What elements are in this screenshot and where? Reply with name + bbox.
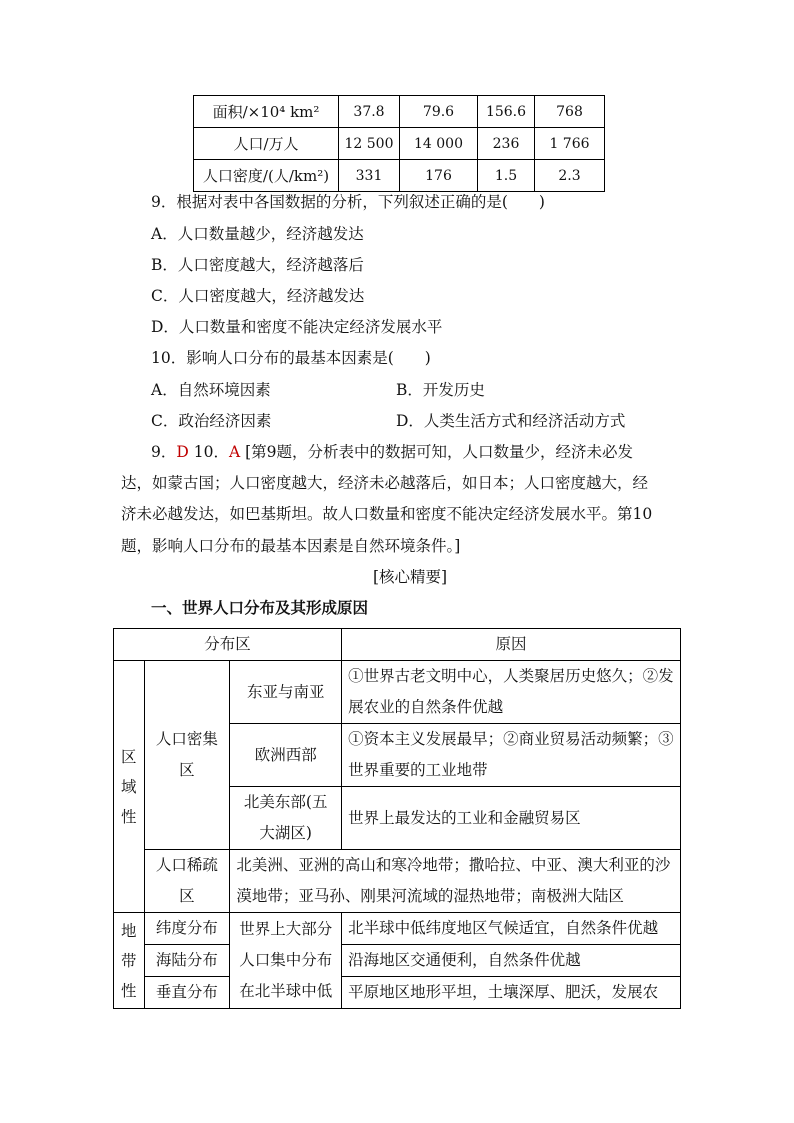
table-cell: 2.3: [535, 160, 605, 192]
table-row: [114, 629, 681, 661]
section-title: 一、世界人口分布及其形成原因: [151, 598, 369, 617]
question-10-option-b: B．开发历史: [396, 381, 485, 399]
question-9-option-c: C．人口密度越大，经济越发达: [151, 287, 365, 305]
table-row: [194, 128, 605, 160]
country-data-table: [193, 95, 605, 192]
table-row: [194, 96, 605, 128]
latitude-reason: 北半球中低纬度地区气候适宜，自然条件优越: [342, 913, 681, 945]
sparse-area-reason: 北美洲、亚洲的高山和寒冷地带；撒哈拉、中亚、澳大利亚的沙漠地带；亚马孙、刚果河流域的湿热地带；南极洲大陆区: [230, 850, 681, 913]
table-row: [114, 661, 681, 724]
population-distribution-table: [113, 628, 681, 1009]
explanation-text-1: [第9题，分析表中的数据可知，人口数量少，经济未必发: [245, 443, 634, 461]
header-distribution: 分布区: [114, 629, 342, 661]
vertical-distribution-label: 垂直分布: [144, 977, 230, 1009]
west-europe-label: 欧洲西部: [230, 724, 342, 787]
table-cell: 331: [339, 160, 400, 192]
sparse-area-label: 人口稀疏区: [144, 850, 230, 913]
answer-line-1: [151, 441, 633, 463]
east-asia-label: 东亚与南亚: [230, 661, 342, 724]
east-asia-reason: ①世界古老文明中心，人类聚居历史悠久；②发展农业的自然条件优越: [342, 661, 681, 724]
table-row: [114, 977, 681, 1009]
table-cell: 176: [400, 160, 478, 192]
explanation-text-3: 济未必越发达，如巴基斯坦。故人口数量和密度不能决定经济发展水平。第10: [121, 505, 653, 523]
answer-10-prefix: 10．: [193, 443, 229, 461]
section-label: [核心精要]: [373, 568, 448, 586]
table-row: [114, 850, 681, 913]
north-hemisphere-note: 世界上大部分人口集中分布在北半球中低: [230, 913, 342, 1009]
answer-10: A: [228, 443, 241, 461]
table-row: [114, 945, 681, 977]
north-america-east-label: 北美东部(五大湖区): [230, 787, 342, 850]
table-cell: 156.6: [478, 96, 535, 128]
question-10-option-a: A．自然环境因素: [151, 381, 271, 399]
question-10-option-c: C．政治经济因素: [151, 412, 272, 430]
dense-area-label: 人口密集区: [144, 661, 230, 850]
row-label-population: 人口/万人: [194, 128, 339, 160]
table-cell: 12 500: [339, 128, 400, 160]
table-row: [114, 913, 681, 945]
table-cell: 236: [478, 128, 535, 160]
question-10-option-d: D．人类生活方式和经济活动方式: [396, 412, 626, 430]
explanation-text-2: 达，如蒙古国；人口密度越大，经济未必越落后，如日本；人口密度越大，经: [121, 474, 649, 492]
question-10-stem: 10．影响人口分布的最基本因素是( ): [151, 349, 431, 367]
table-cell: 37.8: [339, 96, 400, 128]
row-label-density: 人口密度/(人/km²): [194, 160, 339, 192]
question-9-option-b: B．人口密度越大，经济越落后: [151, 256, 364, 274]
zonal-label: 地带性: [114, 913, 145, 1009]
table-cell: 1.5: [478, 160, 535, 192]
table-cell: 768: [535, 96, 605, 128]
question-9-option-d: D．人口数量和密度不能决定经济发展水平: [151, 318, 443, 336]
row-label-area: 面积/×10⁴ km²: [194, 96, 339, 128]
table-cell: 14 000: [400, 128, 478, 160]
table-row: [194, 160, 605, 192]
north-america-east-reason: 世界上最发达的工业和金融贸易区: [342, 787, 681, 850]
west-europe-reason: ①资本主义发展最早；②商业贸易活动频繁；③世界重要的工业地带: [342, 724, 681, 787]
regional-label: 区域性: [114, 661, 145, 913]
answer-9: D: [176, 443, 189, 461]
land-sea-reason: 沿海地区交通便利，自然条件优越: [342, 945, 681, 977]
header-reason: 原因: [342, 629, 681, 661]
latitude-distribution-label: 纬度分布: [144, 913, 230, 945]
question-9-stem: 9．根据对表中各国数据的分析，下列叙述正确的是( ): [151, 193, 545, 211]
land-sea-distribution-label: 海陆分布: [144, 945, 230, 977]
table-cell: 1 766: [535, 128, 605, 160]
vertical-reason: 平原地区地形平坦，土壤深厚、肥沃，发展农: [342, 977, 681, 1009]
question-9-option-a: A．人口数量越少，经济越发达: [151, 225, 364, 243]
explanation-text-4: 题，影响人口分布的最基本因素是自然环境条件。]: [121, 537, 461, 555]
table-cell: 79.6: [400, 96, 478, 128]
answer-9-prefix: 9．: [151, 443, 177, 461]
